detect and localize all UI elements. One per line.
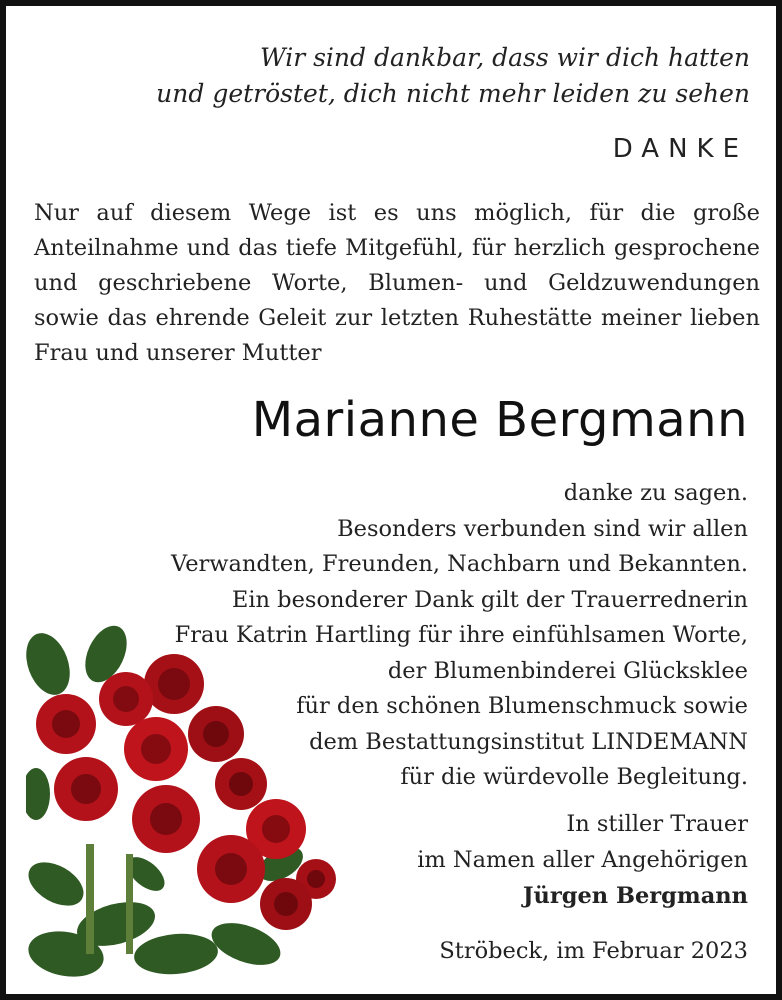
motto-line: und getröstet, dich nicht mehr leiden zu sehen (156, 79, 750, 108)
intro-paragraph: Nur auf diesem Wege ist es uns möglich, für die große Anteilnahme und das tiefe Mitgefühl, für herzlich gesprochene und geschriebene Worte, Blumen- und Geldzuwendungen sowie das ehrende Geleit zur letzten Ruhestätte meiner lieben Frau und unserer Mutter (34, 200, 760, 366)
thanks-line: Frau Katrin Hartling für ihre einfühlsamen Worte, (174, 622, 748, 648)
thanks-line: für den schönen Blumenschmuck sowie (296, 693, 748, 719)
closing-block (417, 806, 748, 914)
thanks-line: der Blumenbinderei Glücksklee (387, 657, 748, 684)
roses-image (26, 624, 338, 986)
thanks-line: Verwandten, Freunden, Nachbarn und Bekannten. (171, 551, 748, 577)
thanks-line: danke zu sagen. (563, 480, 748, 506)
motto-line: Wir sind dankbar, dass wir dich hatten (259, 43, 750, 72)
thanks-line: Ein besonderer Dank gilt der Trauerrednerin (231, 586, 748, 613)
deceased-name: Marianne Bergmann (251, 392, 748, 448)
place-date: Ströbeck, im Februar 2023 (439, 938, 748, 964)
closing-line: im Namen aller Angehörigen (417, 847, 748, 873)
thanks-line: Besonders verbunden sind wir allen (337, 515, 748, 542)
closing-line: In stiller Trauer (566, 811, 748, 837)
thanks-heading: DANKE (612, 134, 748, 164)
motto-quote (156, 40, 750, 112)
thanks-line: für die würdevolle Begleitung. (400, 764, 748, 790)
thanks-line: dem Bestattungsinstitut LINDEMANN (309, 728, 748, 755)
signer-name: Jürgen Bergmann (522, 883, 748, 909)
